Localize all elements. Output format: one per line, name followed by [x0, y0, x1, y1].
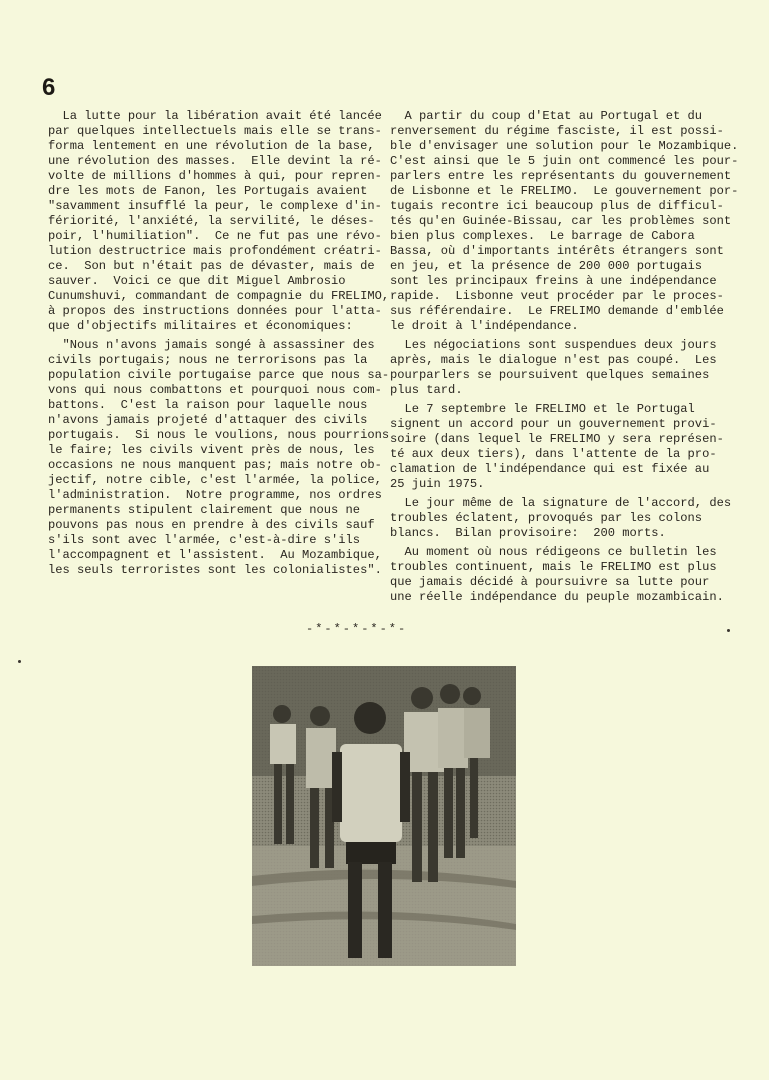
text-line: 25 juin 1975.: [390, 477, 485, 491]
text-line: tés qu'en Guinée-Bissau, car les problèmes sont: [390, 214, 732, 228]
text-line: sont les principaux freins à une indépendance: [390, 274, 717, 288]
paper-speck: [18, 660, 21, 663]
photo-illustration: [252, 666, 516, 966]
text-line: plus tard.: [390, 383, 463, 397]
text-line: les seuls terroristes sont les colonialistes".: [48, 563, 382, 577]
text-line: Le jour même de la signature de l'accord, des: [390, 496, 732, 510]
text-line: que d'objectifs militaires et économiques:: [48, 319, 353, 333]
text-line: de Lisbonne et le FRELIMO. Le gouvernement por-: [390, 184, 739, 198]
text-line: té aux deux tiers), dans l'attente de la pro-: [390, 447, 717, 461]
text-line: signent un accord pour un gouvernement provi-: [390, 417, 717, 431]
text-line: par quelques intellectuels mais elle se trans-: [48, 124, 382, 138]
paragraph: [390, 545, 738, 605]
text-line: n'avons jamais projeté d'attaquer des civils: [48, 413, 368, 427]
paragraph: [390, 109, 738, 334]
section-separator: -*-*-*-*-*-: [306, 622, 408, 636]
text-line: poir, l'humiliation". Ce ne fut pas une révo-: [48, 229, 382, 243]
text-line: forma lentement en une révolution de la base,: [48, 139, 375, 153]
text-line: pouvons pas nous en prendre à des civils sauf: [48, 518, 375, 532]
paragraph: [48, 109, 389, 334]
text-line: tugais recontre ici beaucoup plus de difficul-: [390, 199, 724, 213]
text-line: une réelle indépendance du peuple mozambicain.: [390, 590, 724, 604]
text-line: C'est ainsi que le 5 juin ont commencé les pour-: [390, 154, 739, 168]
text-line: l'accompagnent et l'assistent. Au Mozambique,: [48, 548, 382, 562]
text-line: sauver. Voici ce que dit Miguel Ambrosio: [48, 274, 346, 288]
text-line: Cunumshuvi, commandant de compagnie du FRELIMO,: [48, 289, 390, 303]
text-line: à propos des instructions données pour l'atta-: [48, 304, 382, 318]
text-line: volte de millions d'hommes à qui, pour repren-: [48, 169, 382, 183]
text-line: blancs. Bilan provisoire: 200 morts.: [390, 526, 666, 540]
right-column: [390, 109, 738, 609]
text-line: Les négociations sont suspendues deux jours: [390, 338, 717, 352]
text-line: "Nous n'avons jamais songé à assassiner des: [48, 338, 375, 352]
text-line: clamation de l'indépendance qui est fixée au: [390, 462, 710, 476]
text-line: La lutte pour la libération avait été lancée: [48, 109, 382, 123]
text-line: une révolution des masses. Elle devint la ré-: [48, 154, 382, 168]
text-line: que jamais décidé à poursuivre sa lutte pour: [390, 575, 710, 589]
paper-speck: [727, 629, 730, 632]
text-line: civils portugais; nous ne terrorisons pas la: [48, 353, 368, 367]
text-line: l'administration. Notre programme, nos ordres: [48, 488, 382, 502]
text-line: ble d'envisager une solution pour le Mozambique.: [390, 139, 739, 153]
text-line: dre les mots de Fanon, les Portugais avaient: [48, 184, 368, 198]
text-line: troubles continuent, mais le FRELIMO est plus: [390, 560, 717, 574]
text-line: lution destructrice mais profondément créatri-: [48, 244, 382, 258]
paragraph: [390, 338, 738, 398]
text-line: s'ils sont avec l'armée, c'est-à-dire s'ils: [48, 533, 361, 547]
page-number: 6: [42, 74, 56, 101]
text-line: ce. Son but n'était pas de dévaster, mais de: [48, 259, 375, 273]
text-line: le faire; les civils vivent près de nous, les: [48, 443, 375, 457]
text-line: Au moment où nous rédigeons ce bulletin les: [390, 545, 717, 559]
text-line: renversement du régime fasciste, il est possi-: [390, 124, 724, 138]
text-line: Bassa, où d'importants intérêts étrangers sont: [390, 244, 724, 258]
text-line: vons qui nous combattons et pourquoi nous com-: [48, 383, 382, 397]
text-line: "savamment insufflé la peur, le complexe d'in-: [48, 199, 382, 213]
photo: [252, 666, 516, 966]
text-line: sus référendaire. Le FRELIMO demande d'emblée: [390, 304, 724, 318]
text-line: troubles éclatent, provoqués par les colons: [390, 511, 703, 525]
text-line: après, mais le dialogue n'est pas coupé. Les: [390, 353, 717, 367]
text-line: jectif, notre cible, c'est l'armée, la police,: [48, 473, 382, 487]
text-line: A partir du coup d'Etat au Portugal et du: [390, 109, 703, 123]
text-line: fériorité, l'anxiété, la servilité, le déses-: [48, 214, 375, 228]
text-line: parlers entre les représentants du gouvernement: [390, 169, 732, 183]
text-line: en jeu, et la présence de 200 000 portugais: [390, 259, 703, 273]
text-line: soire (dans lequel le FRELIMO y sera représen-: [390, 432, 724, 446]
text-line: le droit à l'indépendance.: [390, 319, 579, 333]
text-line: rapide. Lisbonne veut procéder par le proces-: [390, 289, 724, 303]
text-line: occasions ne nous manquent pas; mais notre ob-: [48, 458, 382, 472]
paragraph: [390, 402, 738, 492]
text-line: permanents stipulent clairement que nous ne: [48, 503, 361, 517]
text-line: pourparlers se poursuivent quelques semaines: [390, 368, 710, 382]
text-line: Le 7 septembre le FRELIMO et le Portugal: [390, 402, 695, 416]
paragraph: [48, 338, 389, 578]
paragraph: [390, 496, 738, 541]
text-line: battons. C'est la raison pour laquelle nous: [48, 398, 368, 412]
text-line: bien plus complexes. Le barrage de Cabora: [390, 229, 695, 243]
text-line: population civile portugaise parce que nous sa-: [48, 368, 390, 382]
text-line: portugais. Si nous le voulions, nous pourrions: [48, 428, 390, 442]
left-column: [48, 109, 389, 582]
